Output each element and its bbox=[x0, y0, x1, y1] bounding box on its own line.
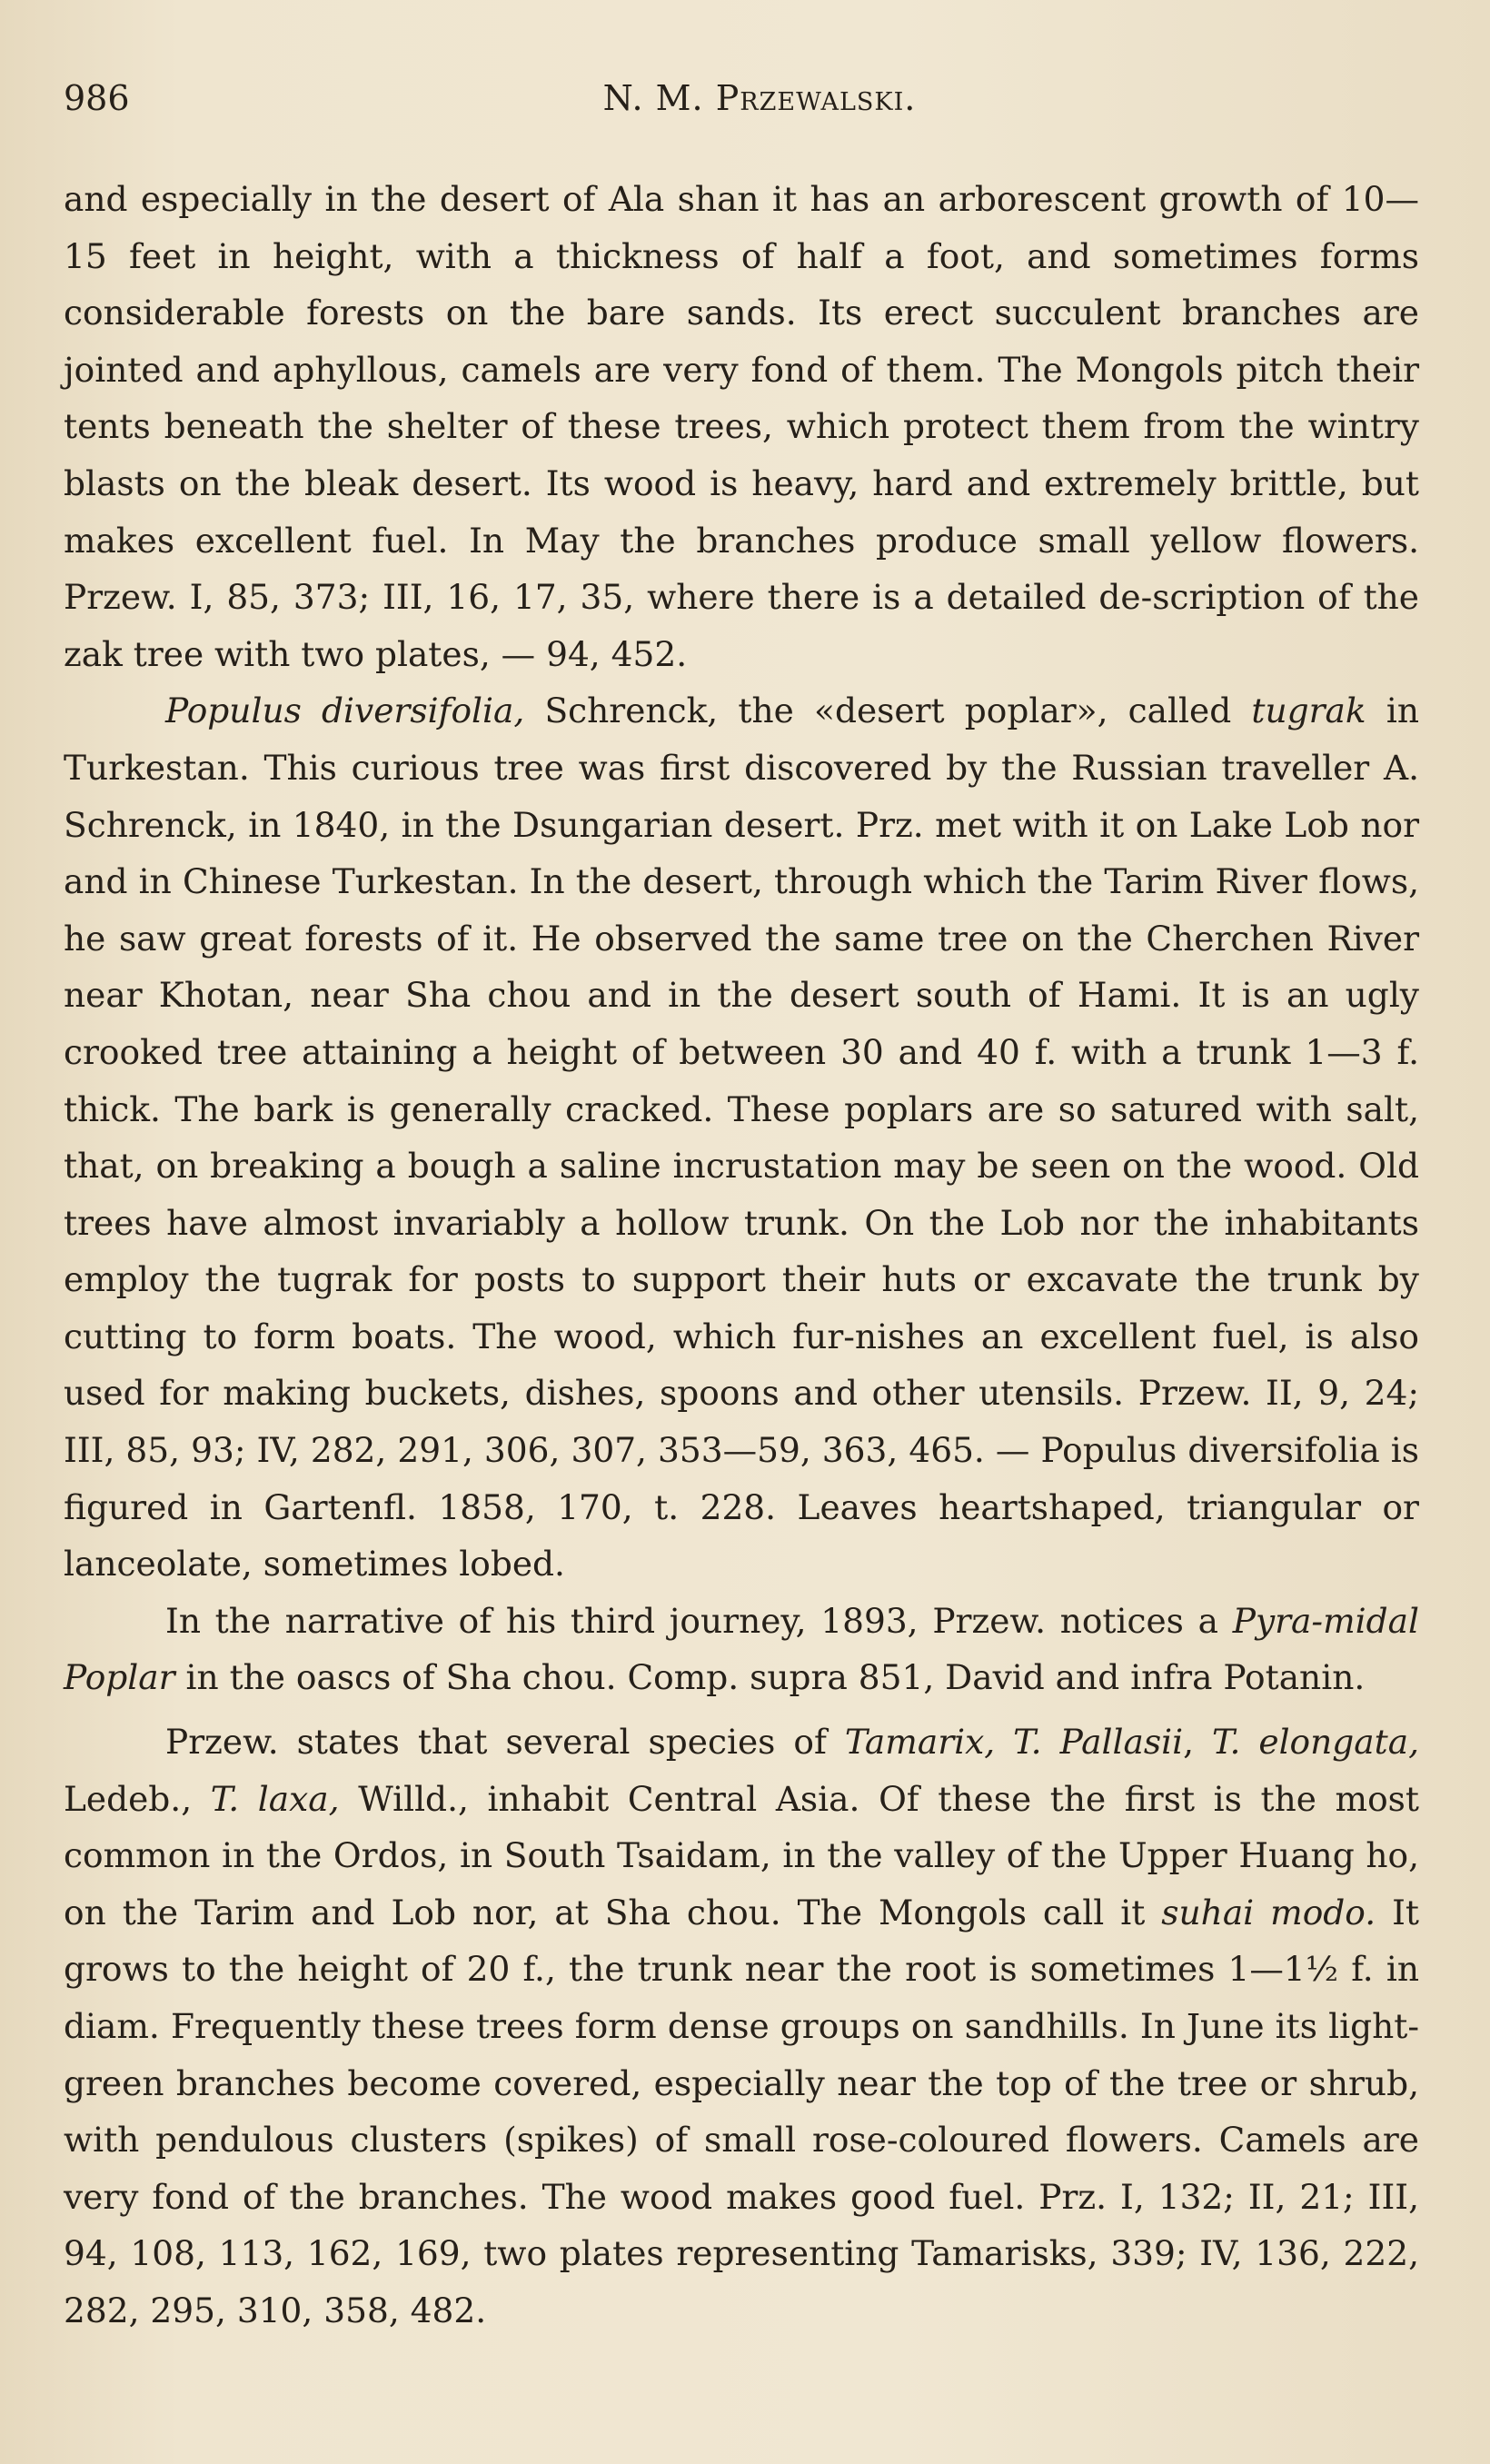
running-title: N. M. Przewalski. bbox=[602, 78, 917, 118]
paragraph-tamarix bbox=[64, 1714, 1419, 2340]
species-name: Populus diversifolia, bbox=[165, 691, 525, 731]
species-name: Tamarix, T. Pallasii bbox=[844, 1722, 1184, 1763]
paragraph-populus-diversifolia bbox=[64, 682, 1419, 1593]
running-head bbox=[64, 78, 1419, 133]
page-number: 986 bbox=[64, 78, 130, 118]
text-run: In the narrative of his third journey, 1893, Przew. notices a bbox=[165, 1600, 1233, 1641]
text-run: and especially in the desert of Ala shan it has an arborescent growth of 10—15 feet in height, with a thickness of half a foot, and sometimes forms considerable forests on the bare sands. Its erect succulent branches are jointed and aphyllous, camels are very fond of them. The Mongols pitch their tents beneath the shelter of these trees, which protect them from the wintry blasts on the bleak desert. Its wood is heavy, hard and extremely brittle, but makes excellent fuel. In May the branches produce small yellow flowers. Przew. I, 85, 373; III, 16, 17, 35, where there is a detailed de-scription of the zak tree with two plates, — 94, 452. bbox=[64, 179, 1419, 674]
species-name: T. laxa, bbox=[210, 1778, 340, 1819]
text-run: Ledeb., bbox=[64, 1778, 211, 1819]
text-run: Willd., inhabit Central Asia. Of these the first is the most common in the Ordos, in South Tsaidam, in the valley of the Upper Huang ho, on the Tarim and Lob nor, at Sha chou. The Mongols call it bbox=[64, 1778, 1419, 1932]
text-run: in Turkestan. This curious tree was first discovered by the Russian traveller A. Schrenck, in 1840, in the Dsungarian desert. Prz. met with it on Lake Lob nor and in Chinese Turkestan. In the desert, through which the Tarim River flows, he saw great forests of it. He observed the same tree on the Cherchen River near Khotan, near Sha chou and in the desert south of Hami. It is an ugly crooked tree attaining a height of between 30 and 40 f. with a trunk 1—3 f. thick. The bark is generally cracked. These poplars are so satured with salt, that, on breaking a bough a saline incrustation may be seen on the wood. Old trees have almost invariably a hollow trunk. On the Lob nor the inhabitants employ the tugrak for posts to support their huts or excavate the trunk by cutting to form boats. The wood, which fur-nishes an excellent fuel, is also used for making buckets, dishes, spoons and other utensils. Przew. II, 9, 24; III, 85, 93; IV, 282, 291, 306, 307, 353—59, 363, 465. — Populus diversifolia is figured in Gartenfl. 1858, 170, t. 228. Leaves heartshaped, triangular or lanceolate, sometimes lobed. bbox=[64, 691, 1419, 1585]
body-text bbox=[64, 171, 1419, 2340]
text-run: , bbox=[1183, 1722, 1212, 1763]
vernacular-name: suhai modo. bbox=[1161, 1892, 1376, 1932]
text-run: Przew. states that several species of bbox=[165, 1722, 845, 1763]
text-run: in the oascs of Sha chou. Comp. supra 851, David and infra Potanin. bbox=[174, 1657, 1366, 1698]
vernacular-name: tugrak bbox=[1251, 691, 1366, 731]
text-run: Schrenck, the «desert poplar», called bbox=[524, 691, 1252, 731]
paragraph-continuation bbox=[64, 171, 1419, 682]
text-run: It grows to the height of 20 f., the trunk near the root is sometimes 1—1½ f. in diam. Frequently these trees form dense groups on sandhills. In June its light-green branches become covered, especially near the top of the tree or shrub, with pendulous clusters (spikes) of small rose-coloured flowers. Camels are very fond of the branches. The wood makes good fuel. Prz. I, 132; II, 21; III, 94, 108, 113, 162, 169, two plates representing Tamarisks, 339; IV, 136, 222, 282, 295, 310, 358, 482. bbox=[64, 1892, 1419, 2330]
species-name: Pyra-midal Poplar bbox=[64, 1600, 1419, 1698]
species-name: T. elongata, bbox=[1211, 1722, 1419, 1763]
paragraph-pyramidal-poplar bbox=[64, 1593, 1419, 1706]
